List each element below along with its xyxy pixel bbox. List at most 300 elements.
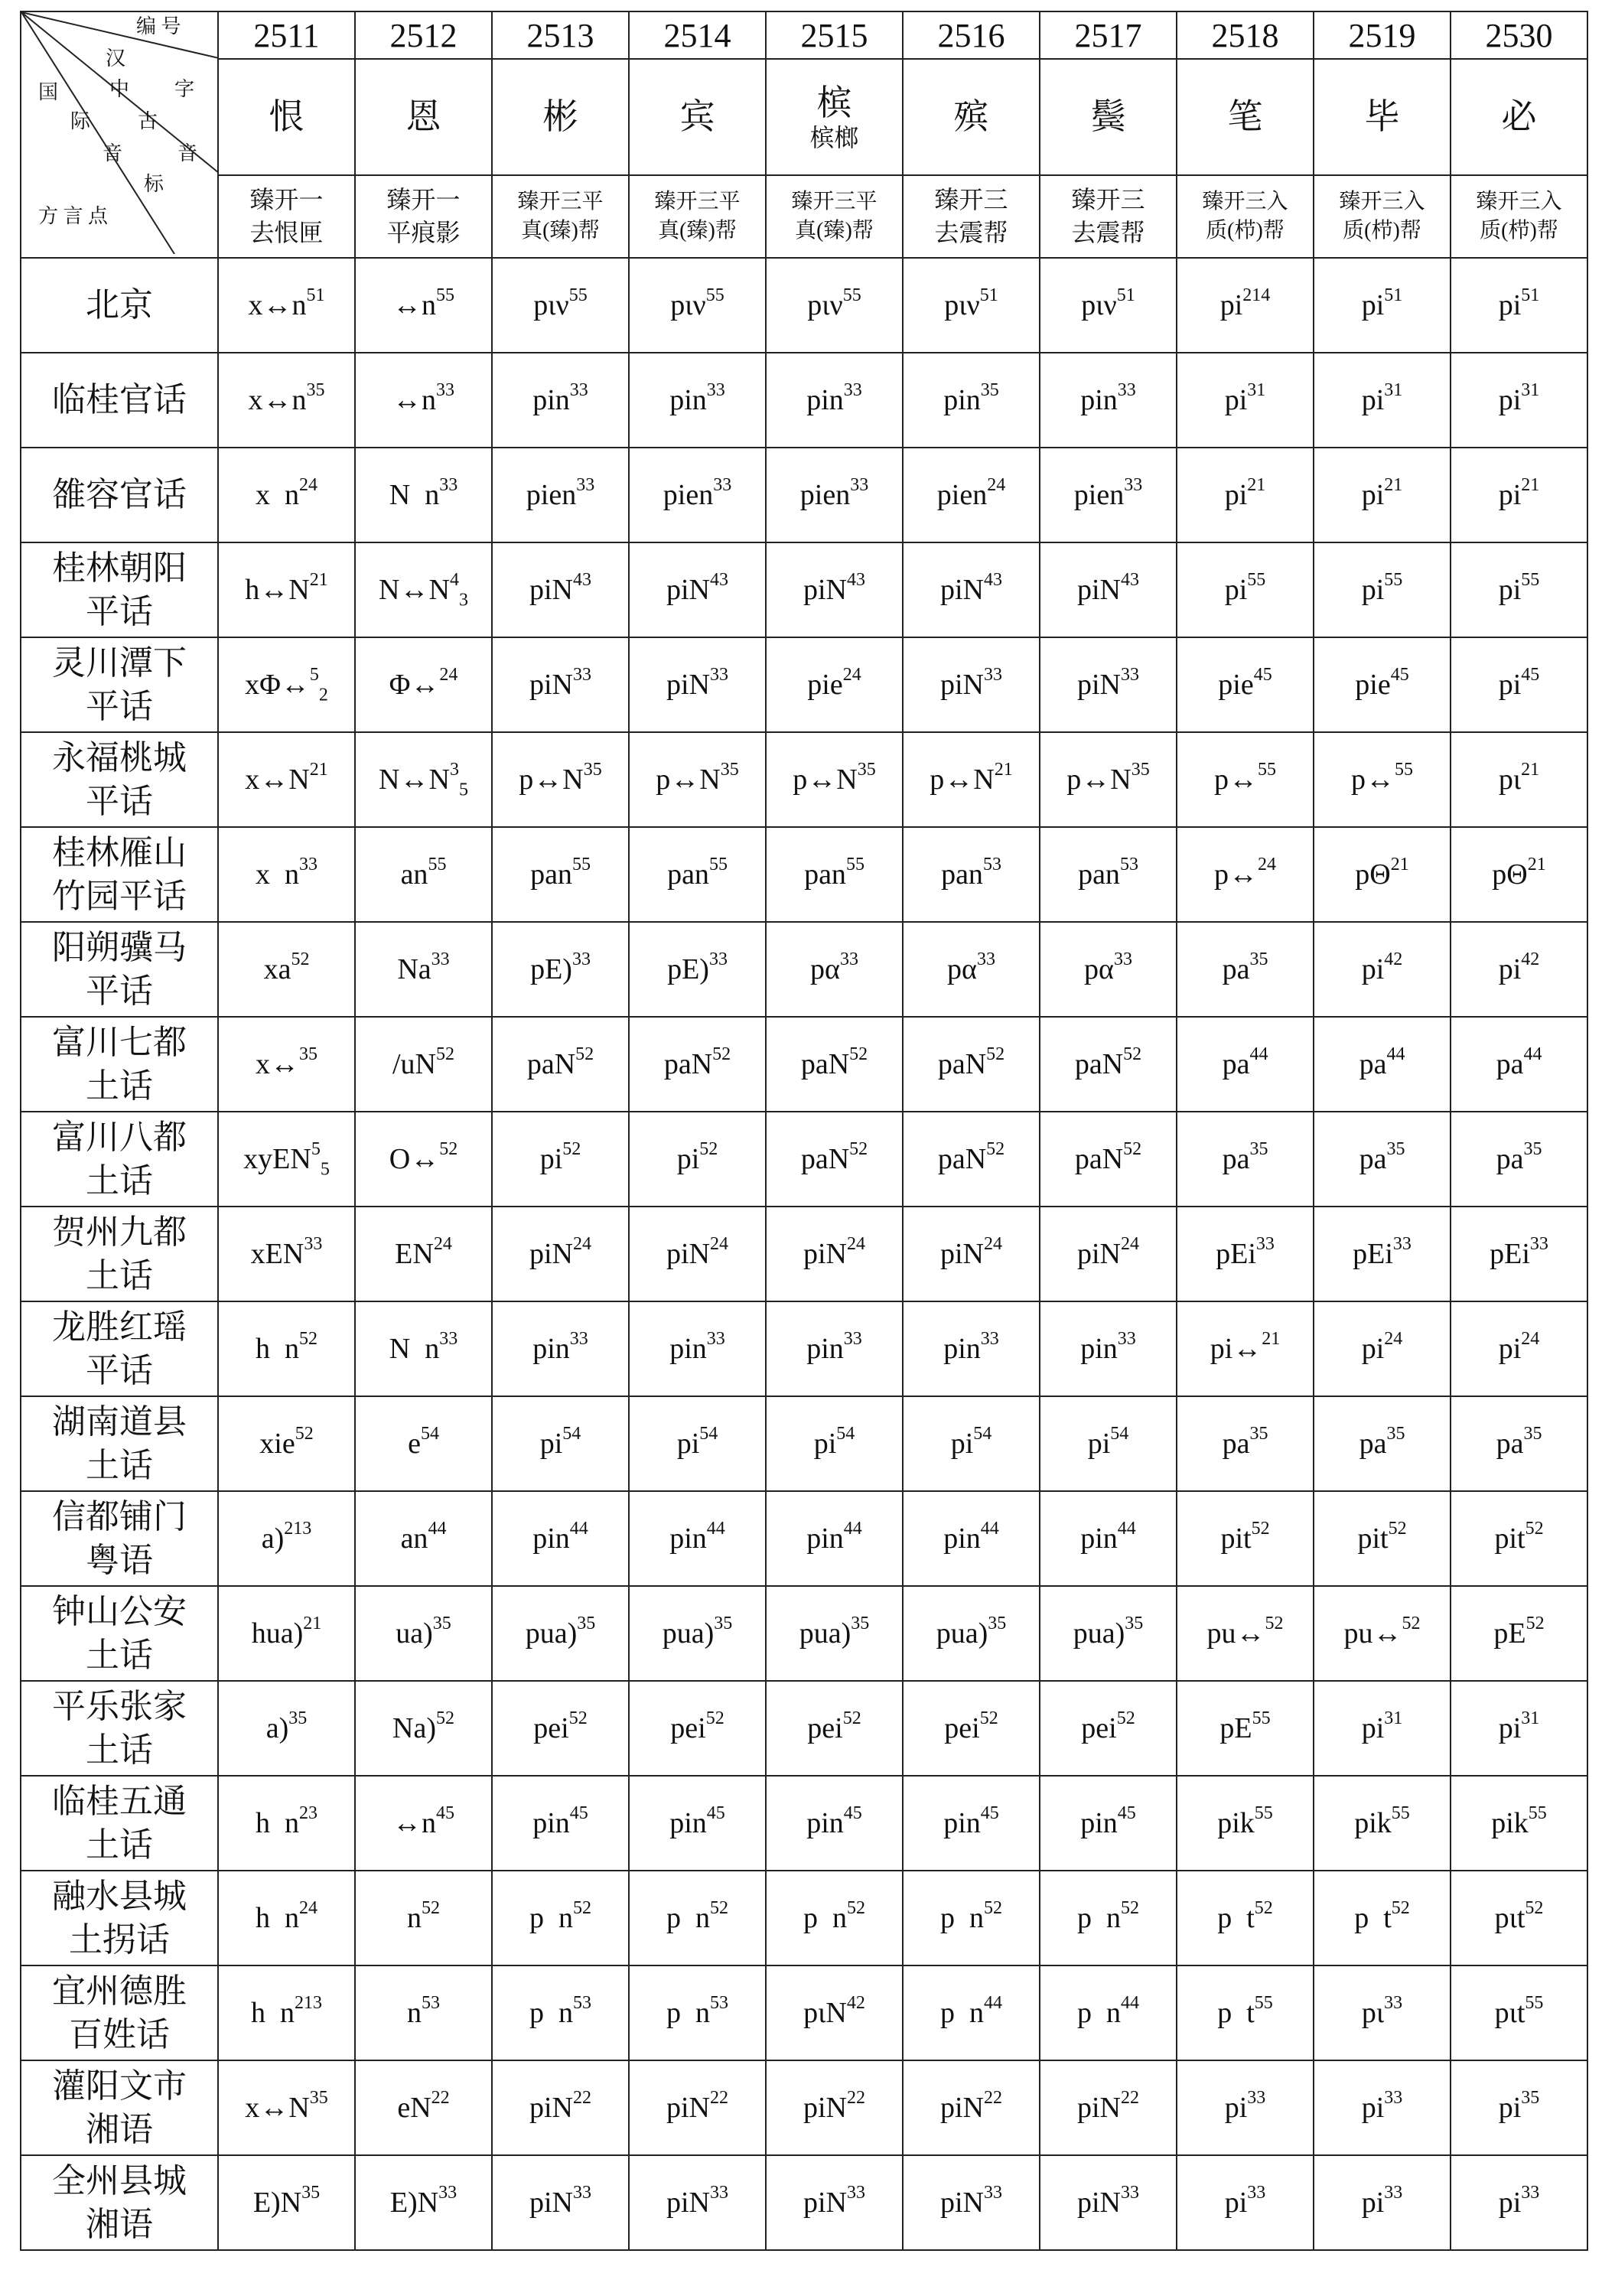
ipa-base: an (400, 1523, 428, 1555)
mc-line-1: 臻开三入 (1339, 190, 1425, 214)
tone-superscript: 33 (569, 1329, 588, 1349)
table-row (21, 732, 1587, 827)
corner-label-biao: 标 (144, 173, 164, 195)
location-line-1: 平乐张家 (52, 1687, 187, 1725)
location-line-1: 全州县城 (52, 2161, 187, 2200)
pronunciation-cell (766, 1017, 903, 1112)
character-text: 殡 (953, 96, 989, 136)
tone-superscript: 33 (706, 1329, 725, 1349)
tone-superscript: 52 (705, 1708, 724, 1728)
column-middle-chinese (1040, 175, 1177, 258)
dialect-location (21, 2155, 218, 2250)
ipa-base: pit (1357, 1523, 1389, 1555)
tone-superscript: 33 (1247, 2088, 1266, 2108)
pronunciation-cell (1314, 1396, 1451, 1491)
tone-superscript: 33 (843, 1329, 862, 1349)
pronunciation-cell (355, 2060, 492, 2155)
pronunciation-cell (903, 1965, 1040, 2060)
pronunciation-cell (1040, 2060, 1177, 2155)
tone-superscript: 35 (980, 380, 999, 400)
pronunciation-cell (766, 1871, 903, 1965)
location-line-2: 土话 (86, 1162, 153, 1200)
tone-superscript: 33 (706, 380, 725, 400)
ipa-base: pi (1224, 479, 1248, 511)
tone-superscript: 52 (295, 1424, 314, 1444)
tone-superscript: 33 (299, 855, 317, 874)
tone-superscript: 33 (573, 2183, 591, 2203)
ipa-base: piN (666, 2092, 710, 2124)
dialect-location (21, 353, 218, 448)
pronunciation-cell (903, 1776, 1040, 1871)
tone-superscript: 33 (1384, 2088, 1403, 2108)
tone-superscript: 21 (1384, 475, 1403, 495)
pronunciation-cell (492, 1112, 629, 1207)
table-row (21, 1491, 1587, 1586)
pronunciation-cell (355, 1681, 492, 1776)
dialect-location (21, 1491, 218, 1586)
tone-superscript: 35 (720, 760, 739, 780)
tone-superscript: 33 (708, 949, 728, 969)
tone-superscript: 52 (979, 1708, 998, 1728)
ipa-base: piN (529, 2187, 573, 2219)
pronunciation-cell (492, 827, 629, 922)
tone-superscript: 33 (1113, 949, 1132, 969)
location-line-1: 龙胜红瑶 (52, 1308, 187, 1346)
tone-superscript: 35 (1521, 2088, 1540, 2108)
ipa-base: N↔N (379, 574, 450, 606)
tone-superscript: 33 (980, 1329, 999, 1349)
ipa-base: pi (1361, 384, 1385, 416)
ipa-base: pin (943, 384, 981, 416)
ipa-base: p↔ (1214, 764, 1258, 796)
ipa-base: pa (1496, 1143, 1524, 1175)
ipa-base: paN (937, 1143, 987, 1175)
tone-superscript: 35 (714, 1614, 733, 1633)
ipa-base: pan (530, 858, 572, 891)
pronunciation-cell (355, 922, 492, 1017)
ipa-base: xΦ↔ (245, 669, 310, 701)
ipa-base: pa (1496, 1048, 1524, 1080)
mc-line-2: 质(栉)帮 (1480, 219, 1558, 243)
ipa-base: p n (940, 1997, 984, 2029)
tone-superscript: 43 (710, 570, 728, 590)
ipa-base: pα (1084, 953, 1114, 985)
ipa-base: h n (256, 1807, 299, 1839)
tone-superscript: 24 (984, 1234, 1002, 1254)
tone-superscript: 55 (1247, 570, 1266, 590)
tone-superscript: 33 (713, 475, 732, 495)
pronunciation-cell (629, 353, 766, 448)
ipa-base: pei (670, 1712, 706, 1744)
column-middle-chinese (629, 175, 766, 258)
location-line-1: 信都铺门 (52, 1497, 187, 1536)
tone-superscript: 42 (1384, 949, 1403, 969)
mc-line-1: 臻开三平 (791, 190, 878, 214)
table-body (21, 258, 1587, 2250)
ipa-base: p↔N (793, 764, 858, 796)
tone-superscript: 53 (573, 1993, 591, 2013)
pronunciation-cell (1314, 1491, 1451, 1586)
ipa-base: pΘ (1492, 858, 1528, 891)
dialect-location (21, 542, 218, 637)
ipa-base: pin (669, 1333, 707, 1365)
ipa-base: pi (1087, 1428, 1111, 1460)
tone-superscript: 35 (1523, 1139, 1542, 1159)
ipa-base: pi (1498, 953, 1522, 985)
pronunciation-cell (1314, 2155, 1451, 2250)
ipa-base: pi (1361, 2187, 1385, 2219)
ipa-base: h n (256, 1333, 299, 1365)
tone-superscript: 45 (1253, 665, 1272, 685)
ipa-base: piN (1077, 2092, 1121, 2124)
ipa-base: pa (1222, 1048, 1250, 1080)
pronunciation-cell (218, 1491, 355, 1586)
tone-superscript: 44 (843, 1519, 862, 1539)
tone-superscript: 4 (449, 570, 459, 590)
table-row (21, 1776, 1587, 1871)
pronunciation-cell (1177, 448, 1314, 542)
location-line-1: 湖南道县 (52, 1402, 187, 1441)
character-text: 槟 (816, 83, 852, 122)
pronunciation-cell (1177, 1776, 1314, 1871)
pronunciation-cell (903, 1301, 1040, 1396)
dialect-location (21, 1776, 218, 1871)
pronunciation-cell (629, 258, 766, 353)
tone-superscript: 214 (1242, 285, 1271, 305)
pronunciation-cell (766, 1776, 903, 1871)
tone-superscript: 31 (1384, 380, 1403, 400)
pronunciation-cell (355, 1871, 492, 1965)
location-line-2: 平话 (86, 783, 153, 820)
table-row (21, 542, 1587, 637)
pronunciation-cell (218, 1965, 355, 2060)
ipa-base: pie (1355, 669, 1391, 701)
tone-superscript: 55 (436, 285, 454, 305)
ipa-base: pin (669, 384, 707, 416)
tone-superscript: 52 (439, 1139, 458, 1159)
pronunciation-cell (492, 1681, 629, 1776)
tone-superscript: 55 (1395, 760, 1413, 780)
table-row (21, 1207, 1587, 1301)
mc-line-2: 真(臻)帮 (795, 219, 874, 243)
ipa-base: N↔N (379, 764, 450, 796)
tone-superscript: 33 (576, 475, 595, 495)
pronunciation-cell (1451, 732, 1587, 827)
pronunciation-cell (1314, 1776, 1451, 1871)
mc-line-2: 真(臻)帮 (521, 219, 600, 243)
mc-line-2: 去震帮 (1071, 219, 1145, 246)
ipa-base: pan (941, 858, 983, 891)
tone-superscript: 51 (1521, 285, 1540, 305)
pronunciation-cell (218, 1871, 355, 1965)
mc-line-1: 臻开三平 (517, 190, 604, 214)
ipa-base: pin (943, 1807, 981, 1839)
column-number: 2517 (1040, 11, 1177, 59)
tone-superscript: 55 (1521, 570, 1540, 590)
ipa-base: pin (1080, 1807, 1118, 1839)
pronunciation-cell (903, 353, 1040, 448)
tone-superscript: 55 (568, 285, 588, 305)
ipa-base: pα (810, 953, 840, 985)
tone-superscript: 55 (428, 855, 447, 874)
location-line-1: 宜州德胜 (52, 1972, 187, 2010)
ipa-base: pE (1219, 1712, 1252, 1744)
pronunciation-cell (1451, 1586, 1587, 1681)
tone-superscript: 51 (306, 285, 325, 305)
ipa-base: x↔N (245, 2092, 310, 2124)
character-text: 恨 (269, 96, 304, 136)
tone-superscript: 24 (847, 1234, 865, 1254)
tone-superscript: 35 (309, 2088, 328, 2108)
pronunciation-cell (1177, 1965, 1314, 2060)
ipa-base: p n (529, 1997, 573, 2029)
ipa-base: pi (1361, 953, 1385, 985)
location-line-2: 百姓话 (69, 2016, 170, 2053)
tone-superscript: 55 (1391, 1803, 1410, 1823)
location-line-1: 富川七都 (52, 1023, 187, 1061)
table-row (21, 2155, 1587, 2250)
ipa-base: ↔n (392, 289, 436, 321)
ipa-base: pei (944, 1712, 980, 1744)
tone-superscript: 24 (1521, 1329, 1540, 1349)
ipa-base: pi (1224, 574, 1248, 606)
ipa-base: Na) (392, 1712, 436, 1744)
pronunciation-cell (218, 732, 355, 827)
pronunciation-cell (629, 448, 766, 542)
ipa-base: pi (1498, 1333, 1522, 1365)
character-text: 笔 (1227, 96, 1263, 136)
pronunciation-cell (492, 1871, 629, 1965)
pronunciation-cell (1177, 1586, 1314, 1681)
corner-cell (21, 11, 218, 258)
corner-label-bianhao: 编 号 (136, 15, 181, 37)
corner-label-guo: 国 (38, 81, 59, 103)
tone-superscript: 33 (1117, 1329, 1136, 1349)
character-text: 毕 (1364, 96, 1400, 136)
mc-line-1: 臻开三入 (1476, 190, 1562, 214)
mc-line-2: 去震帮 (934, 219, 1008, 246)
ipa-base: hua) (251, 1617, 304, 1650)
tone-superscript: 35 (288, 1708, 308, 1728)
dialect-location (21, 448, 218, 542)
location-line-1: 北京 (86, 286, 153, 324)
column-number: 2519 (1314, 11, 1451, 59)
tone-superscript: 33 (847, 2183, 865, 2203)
pronunciation-cell (1451, 827, 1587, 922)
pronunciation-cell (903, 1207, 1040, 1301)
ipa-base: E)N (389, 2187, 439, 2219)
tone-superscript: 51 (1116, 285, 1135, 305)
tone-superscript: 22 (573, 2088, 591, 2108)
ipa-base: pɩν (670, 289, 706, 321)
tone-superscript: 5 (309, 665, 319, 685)
ipa-base: p n (803, 1902, 847, 1934)
pronunciation-cell (903, 1017, 1040, 1112)
pronunciation-cell (629, 2155, 766, 2250)
pronunciation-cell (766, 637, 903, 732)
tone-superscript: 45 (706, 1803, 725, 1823)
corner-label-zi: 字 (174, 78, 195, 100)
pronunciation-cell (766, 827, 903, 922)
pronunciation-cell (1451, 922, 1587, 1017)
pronunciation-cell (1177, 1871, 1314, 1965)
pronunciation-cell (1177, 353, 1314, 448)
pronunciation-cell (218, 1396, 355, 1491)
tone-superscript: 44 (569, 1519, 588, 1539)
ipa-base: e (408, 1428, 421, 1460)
ipa-base: pin (532, 1523, 570, 1555)
column-character (1451, 59, 1587, 175)
ipa-base: pit (1220, 1523, 1252, 1555)
ipa-base: p t (1217, 1902, 1255, 1934)
tone-superscript: 33 (1124, 475, 1143, 495)
tone-superscript: 54 (699, 1424, 718, 1444)
tone-superscript: 33 (436, 380, 454, 400)
ipa-base: eN (397, 2092, 431, 2124)
tone-superscript: 24 (439, 665, 458, 685)
tone-superscript: 55 (1384, 570, 1403, 590)
ipa-base: pin (532, 1333, 570, 1365)
ipa-base: piN (1077, 2187, 1121, 2219)
pronunciation-cell (629, 922, 766, 1017)
pronunciation-cell (766, 732, 903, 827)
pronunciation-cell (1040, 1017, 1177, 1112)
pronunciation-cell (1451, 542, 1587, 637)
column-number: 2516 (903, 11, 1040, 59)
location-line-2: 土话 (86, 1447, 153, 1484)
tone-superscript: 35 (583, 760, 602, 780)
pronunciation-cell (1314, 2060, 1451, 2155)
tone-superscript: 22 (431, 2088, 450, 2108)
pronunciation-cell (766, 353, 903, 448)
pronunciation-cell (766, 542, 903, 637)
pronunciation-cell (218, 353, 355, 448)
pronunciation-cell (355, 827, 492, 922)
column-character (492, 59, 629, 175)
ipa-base: pEi (1216, 1238, 1256, 1270)
ipa-base: piN (666, 1238, 710, 1270)
pronunciation-cell (218, 637, 355, 732)
tone-superscript: 35 (851, 1614, 870, 1633)
pronunciation-cell (1040, 1965, 1177, 2060)
ipa-base: pin (943, 1333, 981, 1365)
pronunciation-cell (629, 1776, 766, 1871)
dialect-location (21, 827, 218, 922)
pronunciation-cell (492, 732, 629, 827)
corner-label-yin1: 音 (103, 142, 123, 164)
column-number: 2530 (1451, 11, 1587, 59)
ipa-base: N n (389, 1333, 440, 1365)
table-row (21, 1681, 1587, 1776)
tone-superscript: 45 (436, 1803, 454, 1823)
location-line-2: 土话 (86, 1731, 153, 1769)
pronunciation-cell (629, 1017, 766, 1112)
pronunciation-cell (1451, 1776, 1587, 1871)
tone-superscript: 52 (575, 1044, 594, 1064)
pronunciation-cell (1451, 2155, 1587, 2250)
tone-superscript: 33 (839, 949, 858, 969)
tone-superscript: 21 (309, 760, 328, 780)
tone-superscript: 24 (1258, 855, 1276, 874)
ipa-base: pɩN (803, 1997, 847, 2029)
ipa-base: paN (800, 1143, 850, 1175)
tone-superscript: 35 (1131, 760, 1150, 780)
tone-superscript: 21 (994, 760, 1013, 780)
tone-superscript: 35 (299, 1044, 317, 1064)
pronunciation-cell (355, 732, 492, 827)
table-row (21, 1586, 1587, 1681)
tone-superscript: 24 (710, 1234, 728, 1254)
tone-superscript: 45 (1521, 665, 1540, 685)
tone-superscript: 51 (1384, 285, 1403, 305)
ipa-base: pi (1224, 2187, 1248, 2219)
pronunciation-cell (629, 1301, 766, 1396)
location-line-1: 灌阳文市 (52, 2066, 187, 2105)
pronunciation-cell (355, 1112, 492, 1207)
ipa-base: pi (539, 1143, 563, 1175)
pronunciation-cell (629, 732, 766, 827)
tone-superscript: 35 (577, 1614, 596, 1633)
location-line-1: 贺州九都 (52, 1213, 187, 1251)
ipa-base: pi (1224, 2092, 1248, 2124)
corner-label-fangyandian: 方 言 点 (38, 205, 109, 227)
pronunciation-cell (1314, 1017, 1451, 1112)
ipa-base: pu↔ (1206, 1617, 1265, 1650)
corner-label-han: 汉 (106, 47, 126, 70)
pronunciation-cell (492, 1207, 629, 1301)
corner-label-ji: 际 (70, 110, 91, 132)
tone-superscript: 43 (984, 570, 1002, 590)
pronunciation-cell (629, 2060, 766, 2155)
pronunciation-cell (492, 922, 629, 1017)
dialect-location (21, 1207, 218, 1301)
tone-superscript: 53 (422, 1993, 440, 2013)
tone-superscript: 5 (311, 1139, 321, 1159)
ipa-base: pit (1494, 1523, 1525, 1555)
tone-superscript: 33 (1392, 1234, 1412, 1254)
tone-superscript: 31 (1521, 1708, 1540, 1728)
tone-superscript: 21 (1527, 855, 1546, 874)
ipa-base: pua) (1073, 1617, 1125, 1650)
tone-superscript: 44 (980, 1519, 999, 1539)
ipa-base: piN (940, 2092, 984, 2124)
ipa-base: a) (265, 1712, 289, 1744)
tone-superscript: 52 (699, 1139, 718, 1159)
pronunciation-cell (766, 1207, 903, 1301)
ipa-base: pin (806, 1333, 844, 1365)
dialect-location (21, 1017, 218, 1112)
tone-superscript: 35 (306, 380, 325, 400)
ipa-base: pien (663, 479, 714, 511)
pronunciation-cell (492, 1965, 629, 2060)
table-row (21, 922, 1587, 1017)
ipa-base: h↔N (245, 574, 310, 606)
ipa-base: pi (676, 1143, 700, 1175)
pronunciation-cell (1451, 1965, 1587, 2060)
tone-superscript: 35 (432, 1614, 451, 1633)
location-line-2: 平话 (86, 972, 153, 1010)
pronunciation-cell (1040, 353, 1177, 448)
pronunciation-cell (1451, 637, 1587, 732)
pronunciation-cell (903, 1681, 1040, 1776)
pronunciation-cell (1314, 922, 1451, 1017)
pronunciation-cell (1451, 1207, 1587, 1301)
pronunciation-cell (1040, 448, 1177, 542)
column-number: 2514 (629, 11, 766, 59)
tone-superscript: 33 (439, 1329, 458, 1349)
tone-superscript: 33 (850, 475, 869, 495)
tone-superscript: 33 (571, 949, 591, 969)
